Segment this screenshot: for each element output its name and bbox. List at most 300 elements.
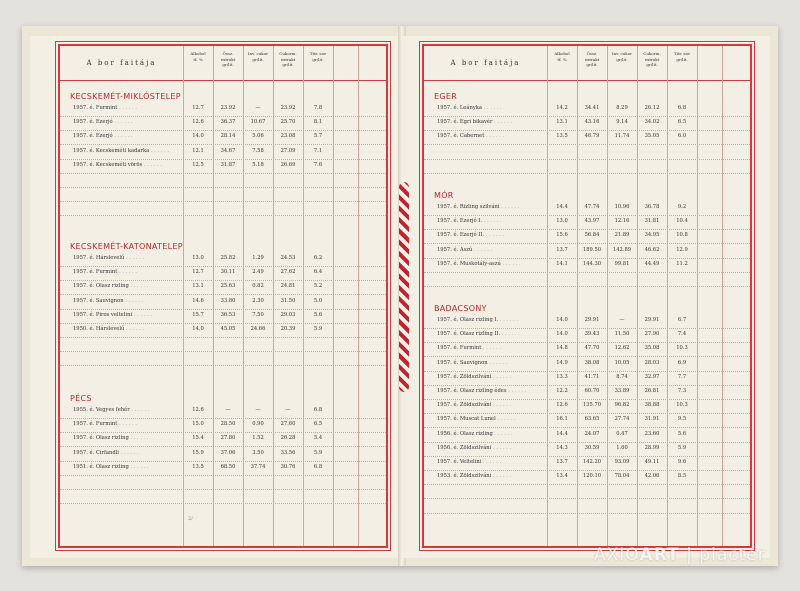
leader-dots: . . . . . .	[117, 269, 138, 276]
value-cell: 32.97	[644, 373, 660, 380]
wine-label	[437, 204, 519, 210]
value-cell: 9.5	[677, 416, 687, 423]
table-row	[424, 314, 750, 329]
wine-label	[73, 162, 162, 168]
wine-label	[73, 407, 150, 413]
value-cell: 47.70	[584, 345, 600, 352]
wine-label	[73, 105, 137, 111]
value-cell: —	[255, 105, 261, 111]
blank-row	[424, 499, 750, 514]
leader-dots: . . . . . .	[492, 119, 513, 126]
value-cell: 7.58	[252, 147, 264, 154]
wine-name: 1953. é. Zöldszilváni	[437, 473, 492, 480]
value-cell: 142.89	[612, 246, 632, 253]
header-column-line: Alkohol	[190, 51, 206, 56]
value-cell: 6.5	[677, 119, 687, 126]
wine-label	[437, 331, 520, 337]
value-cell: —	[285, 407, 291, 413]
wine-label	[73, 450, 139, 456]
value-cell: 8.29	[616, 105, 628, 111]
header-column-line: Cukorm.	[643, 51, 661, 56]
blank-row	[424, 484, 750, 499]
value-cell: 96.82	[614, 402, 630, 409]
wine-name: 1957. é. Rizling szilváni	[437, 204, 500, 210]
header-column-line: Titr. sav	[309, 51, 327, 56]
wine-name: 1957. é. Piros veltelini	[73, 311, 133, 318]
wine-label	[73, 133, 132, 139]
table-row	[424, 442, 750, 457]
wine-name: 1957. é. Muskotály-aszú	[437, 260, 501, 267]
leader-dots: . . . . . .	[117, 421, 138, 428]
value-cell: 12.16	[614, 218, 630, 225]
value-cell: 46.79	[584, 133, 600, 140]
table-row	[424, 456, 750, 471]
value-cell: 0.90	[252, 421, 264, 428]
leader-dots: . . . . . .	[132, 311, 152, 318]
value-cell: 56.84	[584, 232, 600, 239]
wine-label	[73, 255, 144, 261]
section-title: KECSKEMÉT-KATONATELEP	[70, 242, 183, 251]
header-column-line: Inv. cukor	[247, 51, 269, 56]
value-cell: 36.78	[644, 204, 660, 210]
table-row	[60, 130, 386, 145]
value-cell: 14.9	[556, 359, 568, 366]
leader-dots: . . . . . .	[491, 473, 512, 480]
header-column	[273, 51, 303, 68]
header-column-line: Cukorm.	[279, 51, 297, 56]
value-cell: 14.0	[556, 317, 568, 323]
value-cell: 23.08	[280, 133, 296, 140]
value-cell: 12.6	[192, 119, 204, 126]
value-cell: 5.4	[313, 435, 323, 442]
value-cell: 12.7	[192, 269, 204, 276]
table-row	[60, 266, 386, 281]
section-title: KECSKEMÉT-MIKLÓSTELEP	[70, 92, 181, 101]
value-cell: 11.74	[614, 133, 630, 140]
value-cell: 14.3	[556, 444, 568, 451]
value-cell: 9.14	[616, 119, 628, 126]
table-row	[424, 399, 750, 414]
header-column-line: extrakt	[220, 56, 236, 62]
value-cell: 42.06	[644, 473, 660, 480]
value-cell: 45.05	[220, 326, 236, 332]
header-column-line: Titr. sav	[673, 51, 691, 56]
value-cell: 44.49	[644, 260, 660, 267]
value-cell: 25.82	[220, 255, 236, 261]
wine-name: 1957. é. Furmint	[73, 421, 118, 428]
value-cell: 7.8	[313, 105, 323, 111]
table-row	[60, 461, 386, 476]
value-cell: 7.3	[677, 388, 687, 394]
wine-name: 1950. é. Hárslevelű	[73, 326, 125, 332]
value-cell: 6.2	[313, 255, 323, 261]
leader-dots: . . . . . .	[129, 407, 150, 413]
page-mark: 2/	[188, 516, 193, 522]
wine-name: 1956. é. Zöldszilváni	[437, 444, 492, 451]
wine-name: 1957. é. Olasz rizling	[73, 435, 129, 442]
wine-label	[437, 374, 511, 380]
value-cell: 1.29	[252, 255, 264, 261]
value-cell: 16.1	[556, 416, 568, 423]
section-title: BADACSONY	[434, 304, 487, 313]
header-column	[183, 51, 213, 62]
wine-name: 1957. é. Ezerjó II.	[437, 232, 485, 239]
watermark-brand-a: AXIO	[594, 545, 640, 565]
table-row	[60, 102, 386, 117]
value-cell: 20.39	[280, 326, 296, 332]
wine-label	[73, 435, 149, 441]
leader-dots: . . . . . .	[142, 161, 162, 168]
value-cell: 13.3	[556, 373, 568, 380]
blank-row	[424, 159, 750, 174]
table-row	[424, 116, 750, 131]
value-cell: 2.49	[252, 269, 264, 276]
value-cell: 14.6	[192, 297, 204, 304]
value-cell: 8.1	[313, 119, 323, 126]
wine-name: 1957. é. Ezerjó	[73, 133, 113, 140]
leader-dots: . . . . . .	[112, 133, 133, 140]
blank-row	[60, 489, 386, 504]
table-row	[60, 432, 386, 447]
blank-row	[60, 337, 386, 352]
leader-dots: . . . . . .	[499, 204, 520, 210]
wine-name: 1957. é. Ezerjó	[73, 119, 113, 126]
value-cell: 10.4	[676, 218, 688, 225]
wine-label	[437, 232, 504, 238]
value-cell: 12.9	[676, 246, 688, 253]
value-cell: 23.92	[280, 105, 296, 111]
leader-dots: . . . . . .	[481, 459, 502, 465]
wine-label	[437, 388, 526, 394]
value-cell: 8.5	[677, 473, 687, 480]
section-title: PÉCS	[70, 394, 92, 403]
value-cell: 5.2	[313, 283, 323, 290]
value-cell: 29.03	[280, 311, 296, 318]
right-page	[402, 36, 770, 558]
leader-dots: . . . . . .	[128, 283, 149, 290]
value-cell: 11.50	[614, 331, 630, 338]
leader-dots: . . . . . .	[481, 105, 502, 111]
wine-name: 1957. é. Aszú	[437, 246, 473, 253]
wine-name: 1957. é. Zöldszilváni	[437, 402, 492, 409]
value-cell: 39.43	[584, 331, 600, 338]
table-row	[424, 258, 750, 273]
value-cell: 11.2	[676, 260, 688, 267]
table-row	[60, 418, 386, 433]
value-cell: 34.95	[644, 232, 660, 239]
value-cell: 24.53	[280, 255, 296, 261]
value-cell: 37.06	[220, 449, 236, 456]
wine-name: 1957. é. Veltelini	[437, 459, 482, 465]
leader-dots: . . . . . .	[128, 463, 149, 470]
value-cell: 7.6	[313, 161, 323, 168]
value-cell: 25.63	[220, 283, 236, 290]
wine-label	[437, 445, 511, 451]
value-cell: 68.50	[220, 463, 236, 470]
leader-dots: . . . . . .	[500, 260, 521, 267]
wine-label	[437, 402, 511, 408]
value-cell: 63.65	[584, 416, 600, 423]
value-cell: 142.20	[582, 459, 602, 465]
leader-dots: . . . . . .	[492, 430, 513, 437]
leader-dots: . . . . . .	[484, 133, 505, 140]
value-cell: 12.1	[192, 147, 204, 154]
header-column-line: extrakt	[280, 56, 296, 62]
leader-dots: . . . . . .	[506, 388, 527, 394]
wine-name: 1957. é. Olasz rizling II.	[437, 331, 501, 338]
value-cell: 12.6	[192, 407, 204, 413]
blank-row	[60, 475, 386, 490]
header-column-line: gr/lit.	[616, 56, 628, 62]
header-column-line: Össz.	[222, 51, 234, 56]
value-cell: 13.0	[556, 218, 568, 225]
value-cell: 24.66	[250, 326, 266, 332]
value-cell: 13.0	[192, 255, 204, 261]
value-cell: 25.70	[280, 119, 296, 126]
value-cell: 189.50	[582, 246, 602, 253]
value-cell: 27.60	[280, 421, 296, 428]
blank-row	[60, 351, 386, 366]
wine-label	[437, 105, 502, 111]
wine-label	[437, 416, 516, 422]
value-cell: 7.7	[677, 373, 687, 380]
value-cell: 49.11	[644, 459, 660, 465]
value-cell: 5.06	[252, 133, 264, 140]
value-cell: 46.62	[644, 246, 660, 253]
wine-label	[437, 247, 492, 253]
table-row	[60, 252, 386, 267]
wine-label	[73, 464, 149, 470]
value-cell: 26.28	[280, 435, 296, 442]
wine-name: 1957. é. Muscat Lunel	[437, 416, 496, 423]
value-cell: 35.05	[644, 133, 660, 140]
value-cell: —	[225, 407, 231, 413]
header-column	[547, 51, 577, 62]
wine-label	[437, 133, 504, 139]
value-cell: 31.81	[644, 218, 660, 225]
table-row	[424, 428, 750, 443]
table-row	[424, 229, 750, 244]
wine-name: 1957. é. Hárslevelű	[73, 255, 125, 261]
header-column-line: gr/lit.	[282, 62, 294, 67]
value-cell: 78.04	[614, 473, 630, 480]
header-column-line: gr/lit.	[312, 56, 324, 62]
leader-dots: . . . . . .	[500, 331, 520, 338]
watermark-logo	[594, 545, 766, 565]
table-row	[424, 244, 750, 259]
value-cell: 14.8	[556, 345, 568, 352]
value-cell: 13.1	[556, 119, 568, 126]
table-row	[60, 145, 386, 160]
wine-name: 1957. é. Cabernet	[437, 133, 485, 140]
wine-name: 1957. é. Cirfandli	[73, 449, 119, 456]
wine-label	[437, 360, 507, 366]
value-cell: 14.2	[556, 105, 568, 111]
value-cell: 26.12	[644, 105, 660, 111]
value-cell: 15.7	[192, 311, 204, 318]
wine-name: 1951. é. Olasz rizling	[73, 463, 129, 470]
value-cell: 31.50	[280, 297, 296, 304]
wine-name: 1956. é. Olasz rizling	[437, 430, 493, 437]
value-cell: 23.92	[220, 105, 236, 111]
header-column-line: tf. %	[193, 56, 203, 62]
header-column-line: Inv. cukor	[611, 51, 633, 56]
leader-dots: . . . . . .	[482, 218, 502, 225]
header-column-line: extrakt	[644, 56, 660, 62]
table-row	[60, 159, 386, 174]
value-cell: 5.6	[677, 430, 687, 437]
value-cell: 10.3	[676, 402, 688, 409]
value-cell: 15.0	[192, 421, 204, 428]
value-cell: 23.60	[644, 430, 660, 437]
wine-label	[73, 421, 137, 427]
value-cell: 37.74	[250, 463, 266, 470]
left-page	[30, 36, 402, 558]
header-column-line: gr/lit.	[646, 62, 658, 67]
blank-row	[60, 187, 386, 202]
value-cell: 43.97	[584, 218, 600, 225]
value-cell: 6.5	[313, 421, 323, 428]
value-cell: 36.37	[220, 119, 236, 126]
wine-name: 1957. é. Leányka	[437, 105, 482, 111]
wine-name: 1957. é. Furmint	[73, 105, 118, 111]
table-row	[424, 470, 750, 485]
value-cell: 9.2	[677, 204, 687, 210]
value-cell: 33.56	[280, 449, 296, 456]
value-cell: 10.8	[676, 232, 688, 239]
wine-label	[73, 148, 169, 154]
right-table-frame	[422, 44, 752, 548]
value-cell: 14.4	[556, 204, 568, 210]
value-cell: 14.0	[192, 326, 204, 332]
value-cell: 10.67	[250, 119, 266, 126]
value-cell: 38.88	[644, 402, 660, 409]
value-cell: 99.81	[614, 260, 630, 267]
value-cell: 8.74	[616, 373, 628, 380]
header-column-line: Alkohol	[554, 51, 570, 56]
wine-name: 1957. é. Sauvignon	[73, 297, 124, 304]
leader-dots: . . . . . .	[491, 444, 512, 451]
value-cell: 28.14	[220, 133, 236, 140]
value-cell: 33.80	[220, 297, 236, 304]
wine-label	[437, 431, 513, 437]
wine-label	[437, 345, 501, 351]
value-cell: 0.82	[252, 283, 264, 290]
value-cell: 27.90	[644, 331, 660, 338]
wine-name: 1957. é. Olasz rizling	[73, 283, 129, 290]
value-cell: 31.91	[644, 416, 660, 423]
value-cell: 13.1	[192, 283, 204, 290]
wine-name: 1955. é. Vegyes fehér	[73, 407, 130, 413]
header-column-line: extrakt	[584, 56, 600, 62]
leader-dots: . . . . . .	[484, 232, 504, 239]
value-cell: 93.09	[614, 459, 630, 465]
value-cell: 7.4	[677, 331, 687, 338]
wine-label	[437, 218, 502, 224]
leader-dots: . . . . . .	[472, 246, 493, 253]
header-column-line: gr/lit.	[252, 56, 264, 62]
leader-dots: . . . . . .	[491, 402, 512, 409]
value-cell: 6.9	[677, 359, 687, 366]
wine-label	[73, 283, 149, 289]
table-row	[60, 295, 386, 310]
value-cell: 2.30	[252, 297, 264, 304]
value-cell: 41.71	[584, 373, 600, 380]
value-cell: 14.0	[192, 133, 204, 140]
value-cell: 34.67	[220, 147, 236, 154]
value-cell: 47.74	[584, 204, 600, 210]
value-cell: 12.62	[614, 345, 630, 352]
table-row	[424, 201, 750, 216]
value-cell: 5.18	[252, 161, 264, 168]
value-cell: 15.6	[556, 232, 568, 239]
value-cell: 26.81	[644, 388, 660, 394]
leader-dots: . . . . . .	[124, 326, 145, 332]
value-cell: 5.0	[313, 297, 323, 304]
left-table-frame	[58, 44, 388, 548]
value-cell: 29.91	[644, 317, 660, 323]
header-column-line: gr/lit.	[222, 62, 234, 67]
value-cell: 33.89	[614, 388, 630, 394]
value-cell: 27.62	[280, 269, 296, 276]
wine-label	[73, 269, 137, 275]
table-row	[424, 328, 750, 343]
header-column	[667, 51, 697, 62]
value-cell: 7.50	[252, 311, 264, 318]
value-cell: 13.7	[556, 246, 568, 253]
value-cell: 28.99	[644, 444, 660, 451]
leader-dots: . . . . . .	[481, 345, 502, 352]
table-row	[60, 323, 386, 338]
table-row	[424, 371, 750, 386]
header-column-line: Össz.	[586, 51, 598, 56]
value-cell: 6.0	[677, 133, 687, 140]
value-cell: 24.07	[584, 430, 600, 437]
value-cell: 26.69	[280, 161, 296, 168]
blank-row	[60, 173, 386, 188]
value-cell: 6.4	[313, 269, 323, 276]
value-cell: 10.3	[676, 345, 688, 352]
header-column	[577, 51, 607, 68]
value-cell: 7.1	[313, 147, 323, 154]
leader-dots: . . . . . .	[112, 119, 133, 126]
value-cell: 13.5	[192, 463, 204, 470]
value-cell: 0.47	[616, 430, 628, 437]
value-cell: 35.08	[644, 345, 660, 352]
value-cell: 5.6	[313, 311, 323, 318]
value-cell: 12.2	[556, 388, 568, 394]
value-cell: 5.9	[677, 444, 687, 451]
value-cell: 36.53	[220, 311, 236, 318]
header-column-line: tf. %	[557, 56, 567, 62]
table-row	[60, 309, 386, 324]
value-cell: 5.7	[313, 133, 323, 140]
leader-dots: . . . . . .	[123, 297, 144, 304]
wine-label	[437, 261, 521, 267]
watermark-brand-b: ART	[639, 545, 680, 565]
value-cell: 24.81	[280, 283, 296, 290]
leader-dots: . . . . . .	[498, 317, 518, 323]
table-row	[424, 357, 750, 372]
wine-name: 1957. é. Olasz rizling édes	[437, 388, 507, 394]
value-cell: 5.9	[313, 449, 323, 456]
leader-dots: . . . . . .	[149, 147, 169, 154]
table-row	[60, 116, 386, 131]
value-cell: 30.76	[280, 463, 296, 470]
value-cell: 6.7	[677, 317, 687, 323]
table-row	[60, 280, 386, 295]
blank-row	[60, 201, 386, 216]
